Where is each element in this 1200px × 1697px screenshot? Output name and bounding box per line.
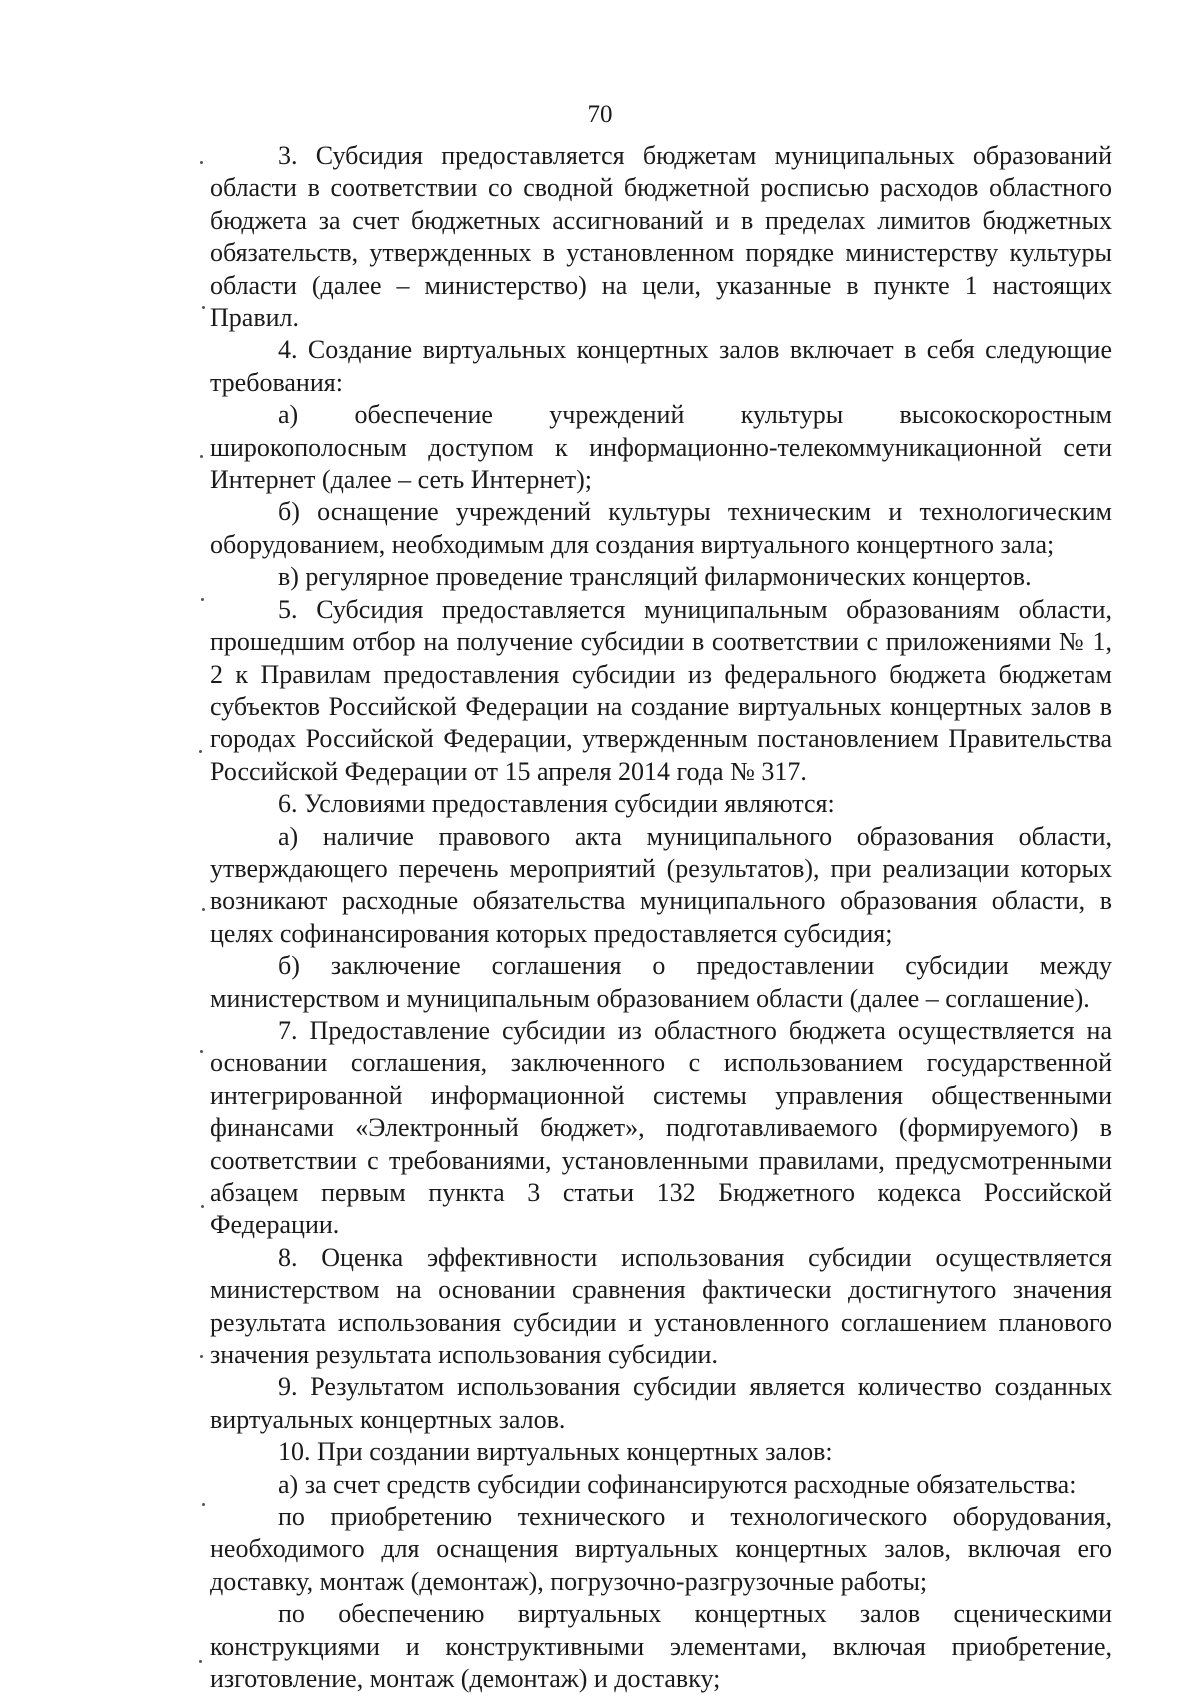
scan-speck — [200, 455, 203, 458]
scan-speck — [200, 161, 203, 164]
paragraph-clause-5: 5. Субсидия предоставляется муниципальным образованиям области, прошедшим отбор на получение субсидии в соответствии с приложениями № 1, 2 к Правилам предоставления субсидии из федерального бюджета бюджетам субъектов Российской Федерации на создание виртуальных концертных залов в городах Российской Федерации, утвержденным постановлением Правительства Российской Федерации от 15 апреля 2014 года № 317. — [210, 594, 1112, 786]
paragraph-clause-10a-item-2: по обеспечению виртуальных концертных залов сценическими конструкциями и конструктивными элементами, включая приобретение, изготовление, монтаж (демонтаж) и доставку; — [210, 1599, 1112, 1694]
scan-speck — [200, 1050, 203, 1053]
paragraph-clause-4a: а) обеспечение учреждений культуры высокоскоростным широкополосным доступом к информационно-телекоммуникационной сети Интернет (далее – сеть Интернет); — [210, 400, 1112, 495]
scan-speck — [200, 1355, 203, 1358]
paragraph-clause-10a: а) за счет средств субсидии софинансируются расходные обязательства: — [278, 1469, 1077, 1499]
paragraph-clause-4: 4. Создание виртуальных концертных залов включает в себя следующие требования: — [210, 335, 1112, 397]
paragraph-clause-7: 7. Предоставление субсидии из областного бюджета осуществляется на основании соглашения, заключенного с использованием государственной интегрированной информационной системы управления общественными финансами «Электронный бюджет», подготавливаемого (формируемого) в соответствии с требованиями, установленными правилами, предусмотренными абзацем первым пункта 3 статьи 132 Бюджетного кодекса Российской Федерации. — [210, 1015, 1112, 1240]
scan-speck — [199, 1660, 202, 1663]
paragraph-clause-6b: б) заключение соглашения о предоставлении субсидии между министерством и муниципальным образованием области (далее – соглашение). — [210, 951, 1112, 1013]
paragraph-clause-6: 6. Условиями предоставления субсидии являются: — [278, 789, 835, 819]
paragraph-clause-3: 3. Субсидия предоставляется бюджетам муниципальных образований области в соответствии со сводной бюджетной росписью расходов областного бюджета за счет бюджетных ассигнований и в пределах лимитов бюджетных обязательств, утвержденных в установленном порядке министерству культуры области (далее – министерство) на цели, указанные в пункте 1 настоящих Правил. — [210, 141, 1112, 333]
scan-speck — [201, 1205, 204, 1208]
scan-speck — [202, 908, 205, 911]
paragraph-clause-8: 8. Оценка эффективности использования субсидии осуществляется министерством на основании сравнения фактически достигнутого значения результата использования субсидии и установленного соглашением планового значения результата использования субсидии. — [210, 1242, 1112, 1370]
scan-speck — [202, 1503, 205, 1506]
scan-speck — [202, 306, 205, 309]
paragraph-clause-4v: в) регулярное проведение трансляций филармонических концертов. — [278, 562, 1032, 592]
paragraph-clause-10: 10. При создании виртуальных концертных залов: — [278, 1437, 833, 1467]
page-number: 70 — [587, 101, 613, 128]
document-body — [210, 140, 1112, 1696]
scan-speck — [201, 598, 204, 601]
paragraph-clause-6a: а) наличие правового акта муниципального образования области, утверждающего перечень мероприятий (результатов), при реализации которых возникают расходные обязательства муниципального образования области, в целях софинансирования которых предоставляется субсидия; — [210, 821, 1112, 948]
paragraph-clause-4b: б) оснащение учреждений культуры техническим и технологическим оборудованием, необходимым для создания виртуального концертного зала; — [210, 497, 1112, 559]
paragraph-clause-9: 9. Результатом использования субсидии является количество созданных виртуальных концертных залов. — [210, 1372, 1112, 1434]
scan-speck — [199, 750, 202, 753]
paragraph-clause-10a-item-1: по приобретению технического и технологического оборудования, необходимого для оснащения виртуальных концертных залов, включая его доставку, монтаж (демонтаж), погрузочно-разгрузочные работы; — [210, 1502, 1112, 1596]
